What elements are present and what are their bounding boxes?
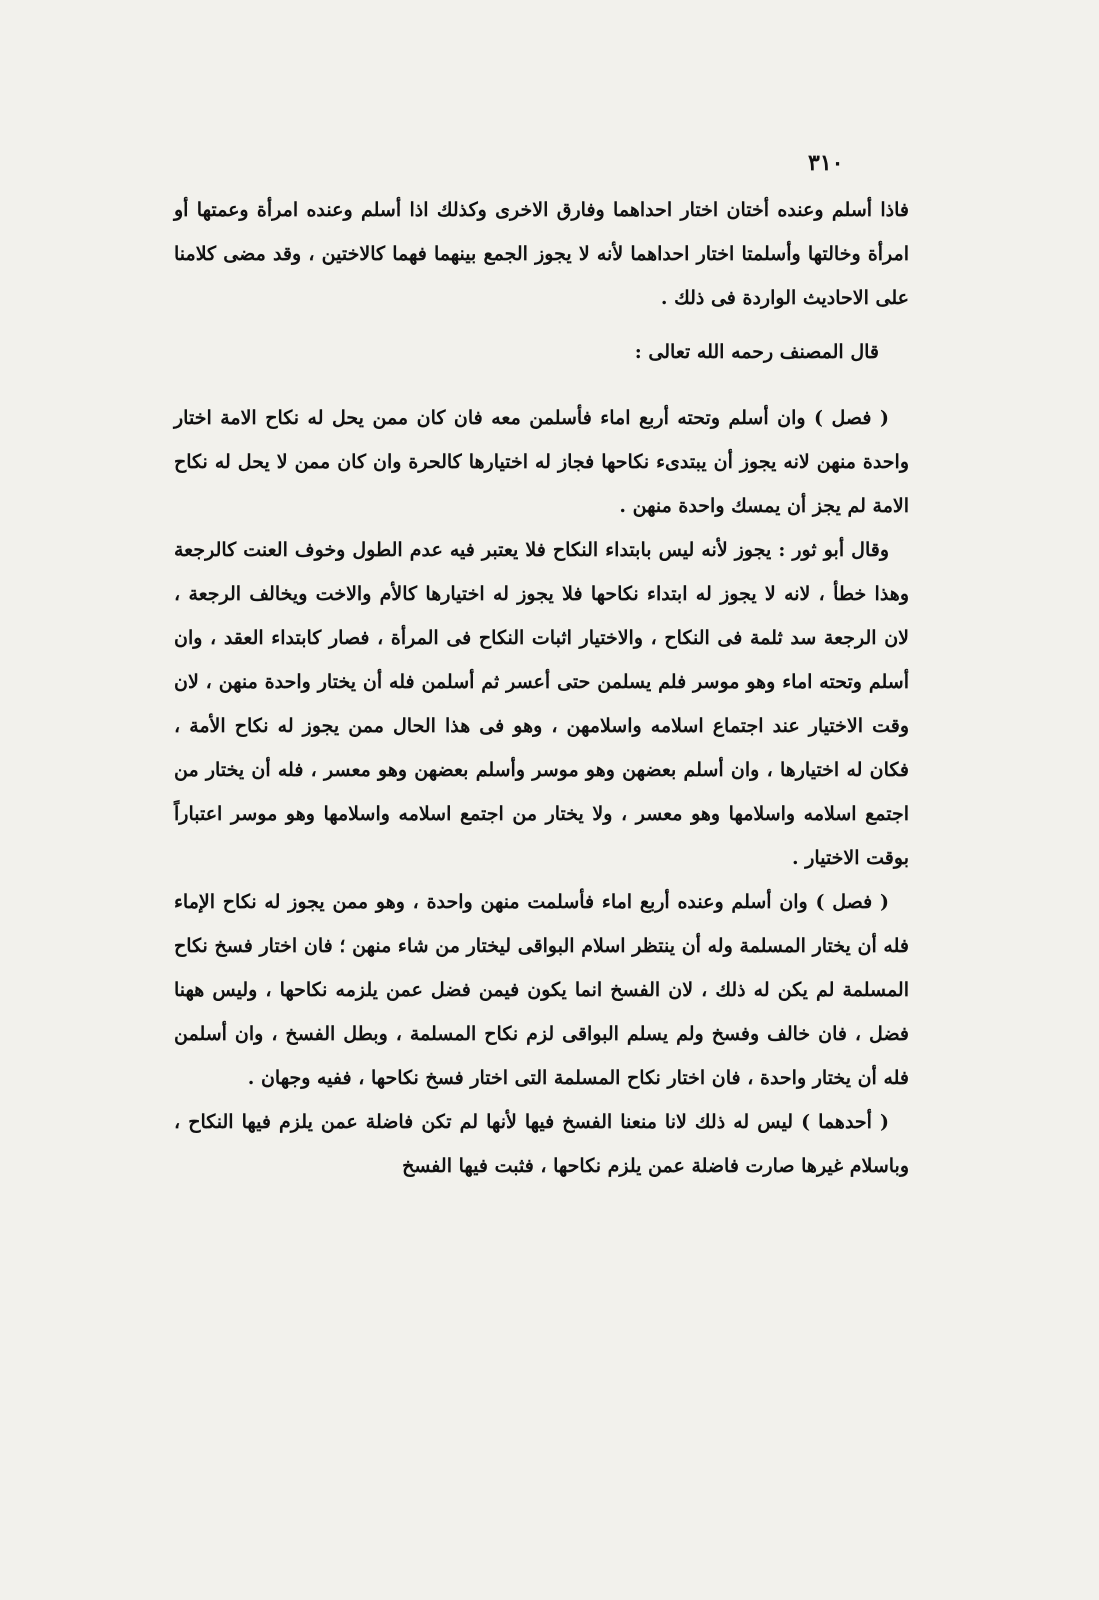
author-heading: قال المصنف رحمه الله تعالى : (634, 341, 879, 363)
paragraph-section-2: ( فصل ) وان أسلم وعنده أربع اماء فأسلمت منهن واحدة ، وهو ممن يجوز له نكاح الإماء فله أن يختار المسلمة وله أن ينتظر اسلام البواقى ليختار من شاء منهن ؛ فان اختار فسخ نكاح المسلمة لم يكن له ذلك ، لان الفسخ انما يكون فيمن فضل عمن يلزمه نكاحها ، وليس ههنا فضل ، فان خالف وفسخ ولم يسلم البواقى لزم نكاح المسلمة ، وبطل الفسخ ، وان أسلمن فله أن يختار واحدة ، فان اختار نكاح المسلمة التى اختار فسخ نكاحها ، ففيه وجهان . (174, 891, 909, 1089)
body-text (174, 188, 909, 1188)
page-number: ٣١٠ (808, 150, 844, 176)
paragraph-abu-thawr: وقال أبو ثور : يجوز لأنه ليس بابتداء النكاح فلا يعتبر فيه عدم الطول وخوف العنت كالرجعة وهذا خطأ ، لانه لا يجوز له ابتداء نكاحها فلا يجوز له اختيارها كالأم والاخت ويخالف الرجعة ، لان الرجعة سد ثلمة فى النكاح ، والاختيار اثبات النكاح فى المرأة ، فصار كابتداء العقد ، وان أسلم وتحته اماء وهو موسر فلم يسلمن حتى أعسر ثم أسلمن فله أن يختار واحدة منهن ، لان وقت الاختيار عند اجتماع اسلامه واسلامهن ، وهو فى هذا الحال ممن يجوز له نكاح الأمة ، فكان له اختيارها ، وان أسلم بعضهن وهو موسر وأسلم بعضهن وهو معسر ، فله أن يختار من اجتمع اسلامه واسلامها وهو معسر ، ولا يختار من اجتمع اسلامه واسلامها وهو موسر اعتباراً بوقت الاختيار . (174, 539, 909, 869)
paragraph-first-view: ( أحدهما ) ليس له ذلك لانا منعنا الفسخ فيها لأنها لم تكن فاضلة عمن يلزم فيها النكاح ، وباسلام غيرها صارت فاضلة عمن يلزم نكاحها ، فثبت فيها الفسخ (174, 1111, 909, 1177)
paragraph-section-1: ( فصل ) وان أسلم وتحته أربع اماء فأسلمن معه فان كان ممن يحل له نكاح الامة اختار واحدة منهن لانه يجوز أن يبتدىء نكاحها فجاز له اختيارها كالحرة وان كان ممن لا يحل له نكاح الامة لم يجز أن يمسك واحدة منهن . (174, 407, 909, 517)
paragraph-intro: فاذا أسلم وعنده أختان اختار احداهما وفارق الاخرى وكذلك اذا أسلم وعنده امرأة وعمتها أو امرأة وخالتها وأسلمتا اختار احداهما لأنه لا يجوز الجمع بينهما فهما كالاختين ، وقد مضى كلامنا على الاحاديث الواردة فى ذلك . (174, 199, 909, 309)
